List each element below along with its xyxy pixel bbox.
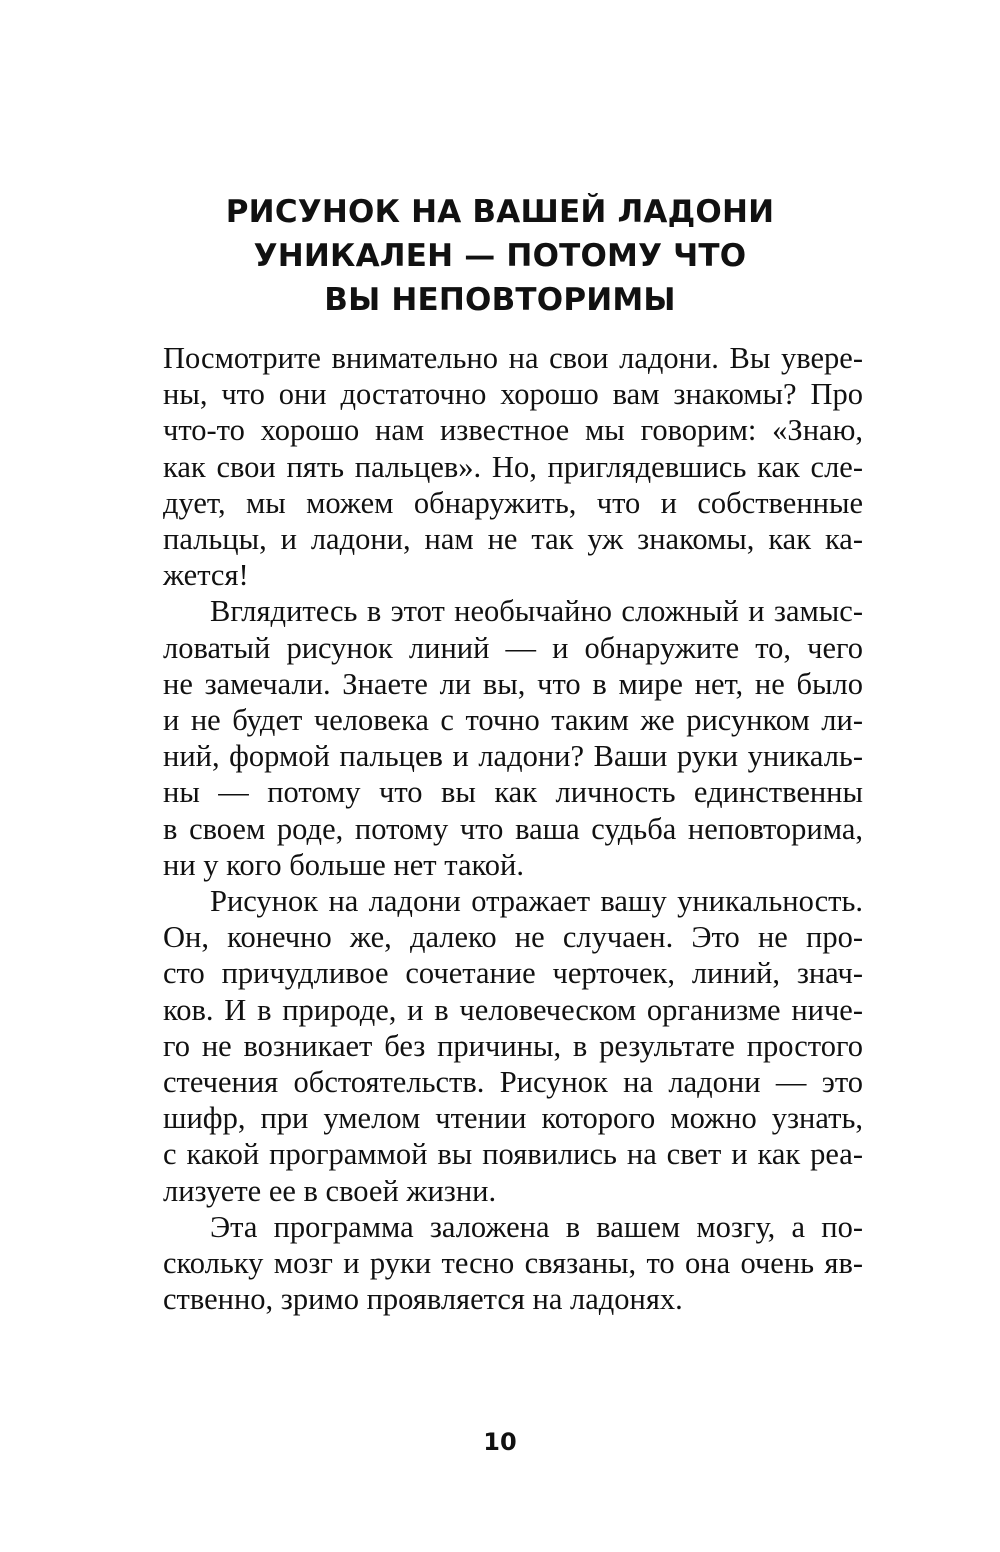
text-line: ловатый рисунок линий — и обнаружите то, чего: [163, 630, 863, 665]
text-line: Рисунок на ладони отражает вашу уникальность.: [210, 884, 863, 919]
text-line: ны, что они достаточно хорошо вам знакомы? Про: [163, 377, 863, 412]
text-line: жется!: [163, 558, 249, 593]
paragraph: [163, 883, 863, 1209]
chapter-heading: [160, 190, 840, 322]
text-line: го не возникает без причины, в результате простого: [163, 1028, 863, 1063]
body-text: [163, 340, 863, 1317]
text-line: сто причудливое сочетание черточек, линий, знач-: [163, 956, 863, 991]
heading-line: УНИКАЛЕН — ПОТОМУ ЧТО: [253, 238, 747, 274]
text-line: шифр, при умелом чтении которого можно узнать,: [163, 1101, 863, 1136]
text-line: ни у кого больше нет такой.: [163, 847, 524, 882]
text-line: Вглядитесь в этот необычайно сложный и замыс-: [210, 594, 863, 629]
paragraph: [163, 593, 863, 883]
text-line: лизуете ее в своей жизни.: [163, 1173, 497, 1208]
text-line: дует, мы можем обнаружить, что и собственные: [163, 485, 863, 520]
text-line: в своем роде, потому что ваша судьба неповторима,: [163, 811, 863, 846]
heading-line: РИСУНОК НА ВАШЕЙ ЛАДОНИ: [225, 194, 775, 230]
page-number: 10: [483, 1428, 517, 1456]
text-line: как свои пять пальцев». Но, приглядевшись как сле-: [163, 449, 863, 484]
text-line: не замечали. Знаете ли вы, что в мире нет, не было: [163, 666, 863, 701]
text-line: Он, конечно же, далеко не случаен. Это не про-: [163, 920, 863, 955]
text-line: с какой программой вы появились на свет и как реа-: [163, 1137, 863, 1172]
text-line: скольку мозг и руки тесно связаны, то она очень яв-: [163, 1246, 863, 1281]
heading-line: ВЫ НЕПОВТОРИМЫ: [324, 282, 676, 318]
text-line: ны — потому что вы как личность единственны: [163, 775, 863, 810]
text-line: и не будет человека с точно таким же рисунком ли-: [163, 703, 863, 738]
text-line: что-то хорошо нам известное мы говорим: «Знаю,: [163, 413, 863, 448]
text-line: ков. И в природе, и в человеческом организме ниче-: [163, 992, 863, 1027]
paragraph: [163, 1209, 863, 1318]
text-line: ственно, зримо проявляется на ладонях.: [163, 1282, 683, 1317]
paragraph: [163, 340, 863, 593]
text-line: пальцы, и ладони, нам не так уж знакомы, как ка-: [163, 522, 863, 557]
text-line: Эта программа заложена в вашем мозгу, а по-: [210, 1209, 863, 1244]
text-line: Посмотрите внимательно на свои ладони. Вы увере-: [163, 341, 863, 375]
text-line: стечения обстоятельств. Рисунок на ладони — это: [163, 1065, 863, 1100]
text-line: ний, формой пальцев и ладони? Ваши руки уникаль-: [163, 739, 863, 774]
